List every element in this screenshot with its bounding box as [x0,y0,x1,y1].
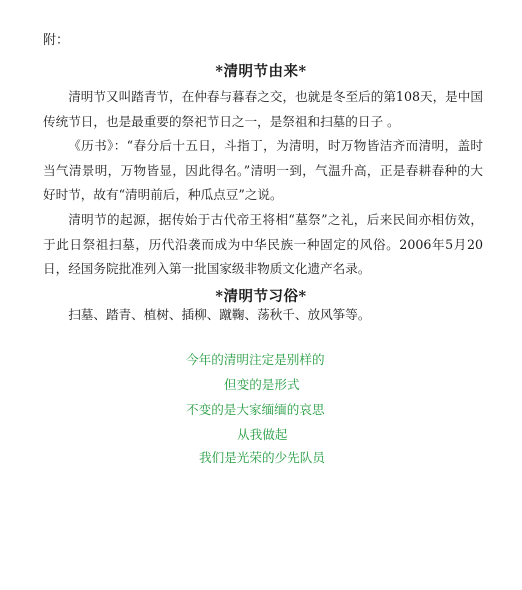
section-heading-origin: *清明节由来* [215,63,307,80]
section-heading-customs: *清明节习俗* [215,288,307,305]
paragraph-origin-1: 清明节又叫踏青节，在仲春与暮春之交，也就是冬至后的第108天，是中国传统节日，也是最重要的祭祀节日之一，是祭祖和扫墓的日子 。 [43,89,483,129]
paragraph-origin-2: 《历书》：“春分后十五日，斗指丁，为清明，时万物皆洁齐而清明，盖时当气清景明，万物皆显，因此得名。”清明一到，气温升高，正是春耕春种的大好时节，故有“清明前后，种瓜点豆”之说。 [43,138,483,202]
poem-line: 从我做起 [237,427,288,442]
poem-line: 不变的是大家缅缅的哀思 [186,402,325,417]
poem-line: 今年的清明注定是别样的 [186,352,325,367]
paragraph-origin-3: 清明节的起源，据传始于古代帝王将相“墓祭”之礼，后来民间亦相仿效，于此日祭祖扫墓，历代沿袭而成为中华民族一种固定的风俗。2006年5月20日，经国务院批准列入第一批国家级非物质文化遗产名录。 [43,212,483,276]
poem-line: 但变的是形式 [224,377,300,392]
paragraph-customs: 扫墓、踏青、植树、插柳、蹴鞠、荡秋千、放风筝等。 [68,307,371,322]
poem-line: 我们是光荣的少先队员 [199,450,325,465]
attachment-label: 附： [43,33,70,48]
